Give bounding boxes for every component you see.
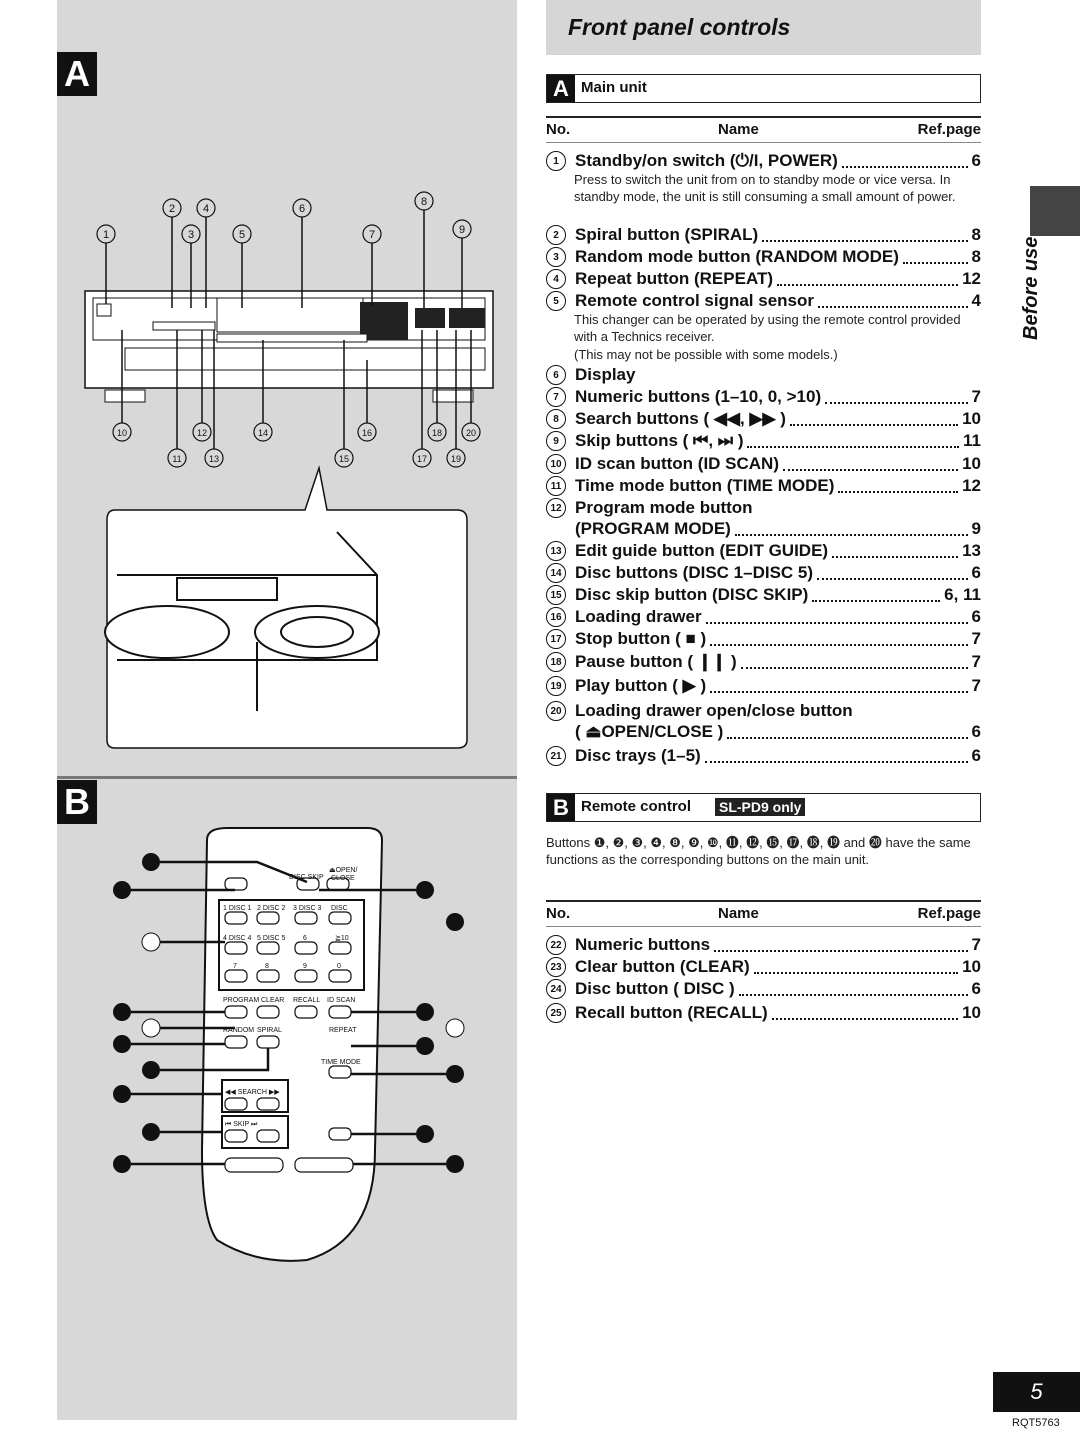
item-ref-page: 10 (962, 409, 981, 428)
list-item (546, 408, 981, 430)
svg-text:11: 11 (172, 454, 182, 464)
svg-text:16: 16 (361, 428, 373, 438)
item-label: Program mode button (575, 498, 753, 517)
svg-text:2 DISC 2: 2 DISC 2 (257, 905, 286, 912)
list-item (546, 562, 981, 584)
svg-text:19: 19 (450, 454, 462, 464)
leader-dots (812, 588, 940, 602)
svg-text:2: 2 (168, 203, 176, 215)
section-a-label: A (57, 52, 97, 96)
svg-text:15: 15 (338, 454, 350, 464)
leader-dots (818, 294, 968, 308)
item-5-description: This changer can be operated by using the remote control provided with a Technics receiver. (574, 312, 961, 344)
item-label: Remote control signal sensor (575, 291, 814, 310)
svg-text:DISC SKIP: DISC SKIP (289, 874, 324, 881)
svg-text:4 DISC 4: 4 DISC 4 (223, 935, 252, 942)
svg-text:20: 20 (465, 428, 477, 438)
item-label: Loading drawer (575, 607, 702, 626)
item-label: Display (575, 365, 636, 384)
item-label: ( ⏏OPEN/CLOSE ) (575, 722, 724, 741)
item-ref-page: 13 (962, 541, 981, 560)
item-ref-page: 4 (971, 291, 981, 310)
leader-dots (754, 960, 958, 974)
item-ref-page: 6 (971, 607, 981, 626)
svg-text:18: 18 (431, 428, 443, 438)
section-divider (57, 776, 517, 779)
svg-text:CLEAR: CLEAR (261, 997, 285, 1004)
svg-text:8: 8 (265, 963, 269, 970)
item-ref-page: 10 (962, 957, 981, 976)
leader-dots (741, 655, 968, 669)
list-item (546, 628, 981, 650)
item-number: 20 (546, 701, 566, 721)
item-number: 21 (546, 746, 566, 766)
remote-illustration (57, 820, 517, 1290)
list-item (546, 745, 981, 767)
remote-label: Remote control (581, 798, 692, 815)
list-item (546, 246, 981, 268)
item-ref-page: 10 (962, 1003, 981, 1022)
leader-dots (783, 457, 958, 471)
leader-dots (817, 566, 967, 580)
leader-dots (739, 982, 968, 996)
col-name: Name (718, 121, 759, 138)
item-number: 5 (546, 291, 566, 311)
list-item (546, 956, 981, 978)
leader-dots (727, 725, 967, 739)
list-item (546, 268, 981, 290)
list-item (546, 675, 981, 697)
item-ref-page: 7 (971, 652, 981, 671)
leader-dots (705, 749, 968, 763)
page-number: 5 (993, 1372, 1080, 1412)
list-item (546, 584, 981, 606)
item-label: Repeat button (REPEAT) (575, 269, 774, 288)
item-ref-page: 6 (971, 563, 981, 582)
col-no: No. (546, 905, 571, 922)
item-label: Loading drawer open/close button (575, 701, 853, 720)
item-label: Stop button ( ■ ) (575, 629, 707, 648)
svg-text:3: 3 (187, 229, 195, 241)
main-unit-heading (546, 74, 981, 103)
item-number: 2 (546, 225, 566, 245)
svg-text:6: 6 (303, 935, 307, 942)
item-number: 13 (546, 541, 566, 561)
item-label: (PROGRAM MODE) (575, 519, 731, 538)
list-item (546, 224, 981, 246)
item-label: Clear button (CLEAR) (575, 957, 750, 976)
item-label: ID scan button (ID SCAN) (575, 454, 779, 473)
item-number: 1 (546, 151, 566, 171)
item-ref-page: 12 (962, 269, 981, 288)
leader-dots (777, 272, 958, 286)
list-item (546, 290, 981, 312)
list-item (546, 651, 981, 673)
svg-text:⏏OPEN/: ⏏OPEN/ (329, 867, 358, 874)
item-label: Spiral button (SPIRAL) (575, 225, 759, 244)
svg-text:⏮ SKIP ⏭: ⏮ SKIP ⏭ (225, 1121, 258, 1128)
svg-text:12: 12 (196, 428, 208, 438)
leader-dots (842, 154, 968, 168)
item-ref-page: 10 (962, 454, 981, 473)
list-item (546, 518, 981, 540)
item-number: 24 (546, 979, 566, 999)
item-ref-page: 9 (971, 519, 981, 538)
svg-text:RANDOM: RANDOM (223, 1027, 255, 1034)
remote-table-header (546, 900, 981, 927)
col-no: No. (546, 121, 571, 138)
leader-dots (747, 434, 959, 448)
leader-dots (903, 250, 968, 264)
leader-dots (790, 412, 958, 426)
side-section-label: Before use (1020, 236, 1042, 340)
item-number: 25 (546, 1003, 566, 1023)
page-title: Front panel controls (568, 14, 791, 40)
item-label: Disc buttons (DISC 1–DISC 5) (575, 563, 814, 582)
item-number: 23 (546, 957, 566, 977)
item-ref-page: 6 (971, 979, 981, 998)
list-item (546, 150, 981, 172)
item-label: Numeric buttons (1–10, 0, >10) (575, 387, 822, 406)
svg-text:DISC: DISC (331, 905, 348, 912)
svg-text:8: 8 (420, 196, 428, 208)
item-ref-page: 8 (971, 225, 981, 244)
item-ref-page: 11 (963, 431, 981, 450)
item-label: Pause button ( ❙❙ ) (575, 652, 737, 671)
item-number: 6 (546, 365, 566, 385)
list-item (546, 721, 981, 743)
item-number: 4 (546, 269, 566, 289)
svg-text:10: 10 (116, 428, 128, 438)
svg-text:CLOSE: CLOSE (331, 875, 355, 882)
leader-dots (762, 228, 967, 242)
item-label: Disc skip button (DISC SKIP) (575, 585, 809, 604)
list-item (546, 606, 981, 628)
item-label: Edit guide button (EDIT GUIDE) (575, 541, 829, 560)
item-label: Search buttons ( ◀◀, ▶▶ ) (575, 409, 786, 428)
item-label: Numeric buttons (575, 935, 711, 954)
svg-text:PROGRAM: PROGRAM (223, 997, 260, 1004)
side-tab-marker (1030, 186, 1080, 236)
item-ref-page: 8 (971, 247, 981, 266)
item-label: Skip buttons ( ⏮, ⏭ ) (575, 431, 744, 450)
item-number: 10 (546, 454, 566, 474)
svg-text:13: 13 (208, 454, 220, 464)
svg-text:5: 5 (238, 229, 246, 241)
svg-text:4: 4 (202, 203, 210, 215)
item-number: 14 (546, 563, 566, 583)
list-item (546, 978, 981, 1000)
main-unit-label: Main unit (581, 79, 647, 96)
item-ref-page: 6 (971, 722, 981, 741)
item-ref-page: 7 (971, 629, 981, 648)
svg-text:3 DISC 3: 3 DISC 3 (293, 905, 322, 912)
svg-text:5 DISC 5: 5 DISC 5 (257, 935, 286, 942)
list-item (546, 386, 981, 408)
main-unit-table-header (546, 116, 981, 143)
svg-text:9: 9 (458, 224, 466, 236)
item-1-description: Press to switch the unit from on to standby mode or vice versa. In standby mode, the unit is still consuming a small amount of power. (574, 172, 956, 204)
remote-tag: B (547, 794, 575, 821)
item-ref-page: 6, 11 (944, 585, 981, 604)
svg-text:6: 6 (298, 203, 306, 215)
item-ref-page: 7 (971, 387, 981, 406)
svg-text:SPIRAL: SPIRAL (257, 1027, 282, 1034)
item-number: 18 (546, 652, 566, 672)
item-ref-page: 12 (962, 476, 981, 495)
col-ref: Ref.page (917, 905, 981, 922)
col-ref: Ref.page (917, 121, 981, 138)
item-ref-page: 6 (971, 746, 981, 765)
svg-text:17: 17 (416, 454, 428, 464)
list-item (546, 475, 981, 497)
item-number: 17 (546, 629, 566, 649)
svg-text:9: 9 (303, 963, 307, 970)
svg-text:REPEAT: REPEAT (329, 1027, 357, 1034)
page-title-bar (546, 0, 981, 55)
item-label: Disc button ( DISC ) (575, 979, 735, 998)
main-unit-tag: A (547, 75, 575, 102)
item-label: Disc trays (1–5) (575, 746, 701, 765)
list-item (546, 453, 981, 475)
leader-dots (710, 679, 967, 693)
svg-text:1 DISC 1: 1 DISC 1 (223, 905, 252, 912)
item-number: 9 (546, 431, 566, 451)
svg-text:RECALL: RECALL (293, 997, 321, 1004)
item-number: 15 (546, 585, 566, 605)
section-b-label: B (57, 780, 97, 824)
item-5-note: (This may not be possible with some models.) (574, 347, 838, 362)
svg-text:ID SCAN: ID SCAN (327, 997, 356, 1004)
document-code: RQT5763 (1012, 1417, 1060, 1429)
list-item (546, 934, 981, 956)
item-number: 22 (546, 935, 566, 955)
svg-text:1: 1 (102, 229, 110, 241)
item-number: 19 (546, 676, 566, 696)
svg-text:◀◀ SEARCH ▶▶: ◀◀ SEARCH ▶▶ (225, 1089, 280, 1096)
list-item (546, 430, 981, 452)
item-ref-page: 7 (971, 676, 981, 695)
leader-dots (772, 1006, 958, 1020)
item-label: Play button ( ▶ ) (575, 676, 707, 695)
svg-text:≧10: ≧10 (335, 935, 349, 942)
item-ref-page: 6 (971, 151, 981, 170)
list-item (546, 700, 981, 722)
remote-heading (546, 793, 981, 822)
item-ref-page: 7 (971, 935, 981, 954)
item-number: 12 (546, 498, 566, 518)
model-badge: SL-PD9 only (715, 798, 805, 816)
item-label: Random mode button (RANDOM MODE) (575, 247, 899, 266)
svg-text:0: 0 (337, 963, 341, 970)
leader-dots (735, 522, 968, 536)
item-label: Standby/on switch (⏻/I, POWER) (575, 151, 838, 170)
list-item (546, 540, 981, 562)
svg-text:7: 7 (368, 229, 376, 241)
item-number: 7 (546, 387, 566, 407)
svg-text:7: 7 (233, 963, 237, 970)
item-number: 11 (546, 476, 566, 496)
main-unit-illustration (57, 180, 517, 760)
leader-dots (706, 610, 968, 624)
leader-dots (710, 632, 967, 646)
list-item (546, 364, 981, 386)
leader-dots (832, 544, 958, 558)
leader-dots (714, 938, 967, 952)
remote-note: Buttons ❶, ❷, ❸, ❹, ❽, ❾, ❿, ⓫, ⓬, ⓯, ⓱, ⓲, ⓳ and ⓴ have the same functions as the corresponding buttons on the main unit. (546, 835, 971, 867)
item-number: 8 (546, 409, 566, 429)
item-number: 3 (546, 247, 566, 267)
item-label: Time mode button (TIME MODE) (575, 476, 835, 495)
leader-dots (825, 390, 967, 404)
svg-text:14: 14 (257, 428, 269, 438)
svg-text:TIME MODE: TIME MODE (321, 1059, 361, 1066)
list-item (546, 497, 981, 519)
item-number: 16 (546, 607, 566, 627)
item-label: Recall button (RECALL) (575, 1003, 768, 1022)
col-name: Name (718, 905, 759, 922)
leader-dots (838, 479, 958, 493)
list-item (546, 1002, 981, 1024)
